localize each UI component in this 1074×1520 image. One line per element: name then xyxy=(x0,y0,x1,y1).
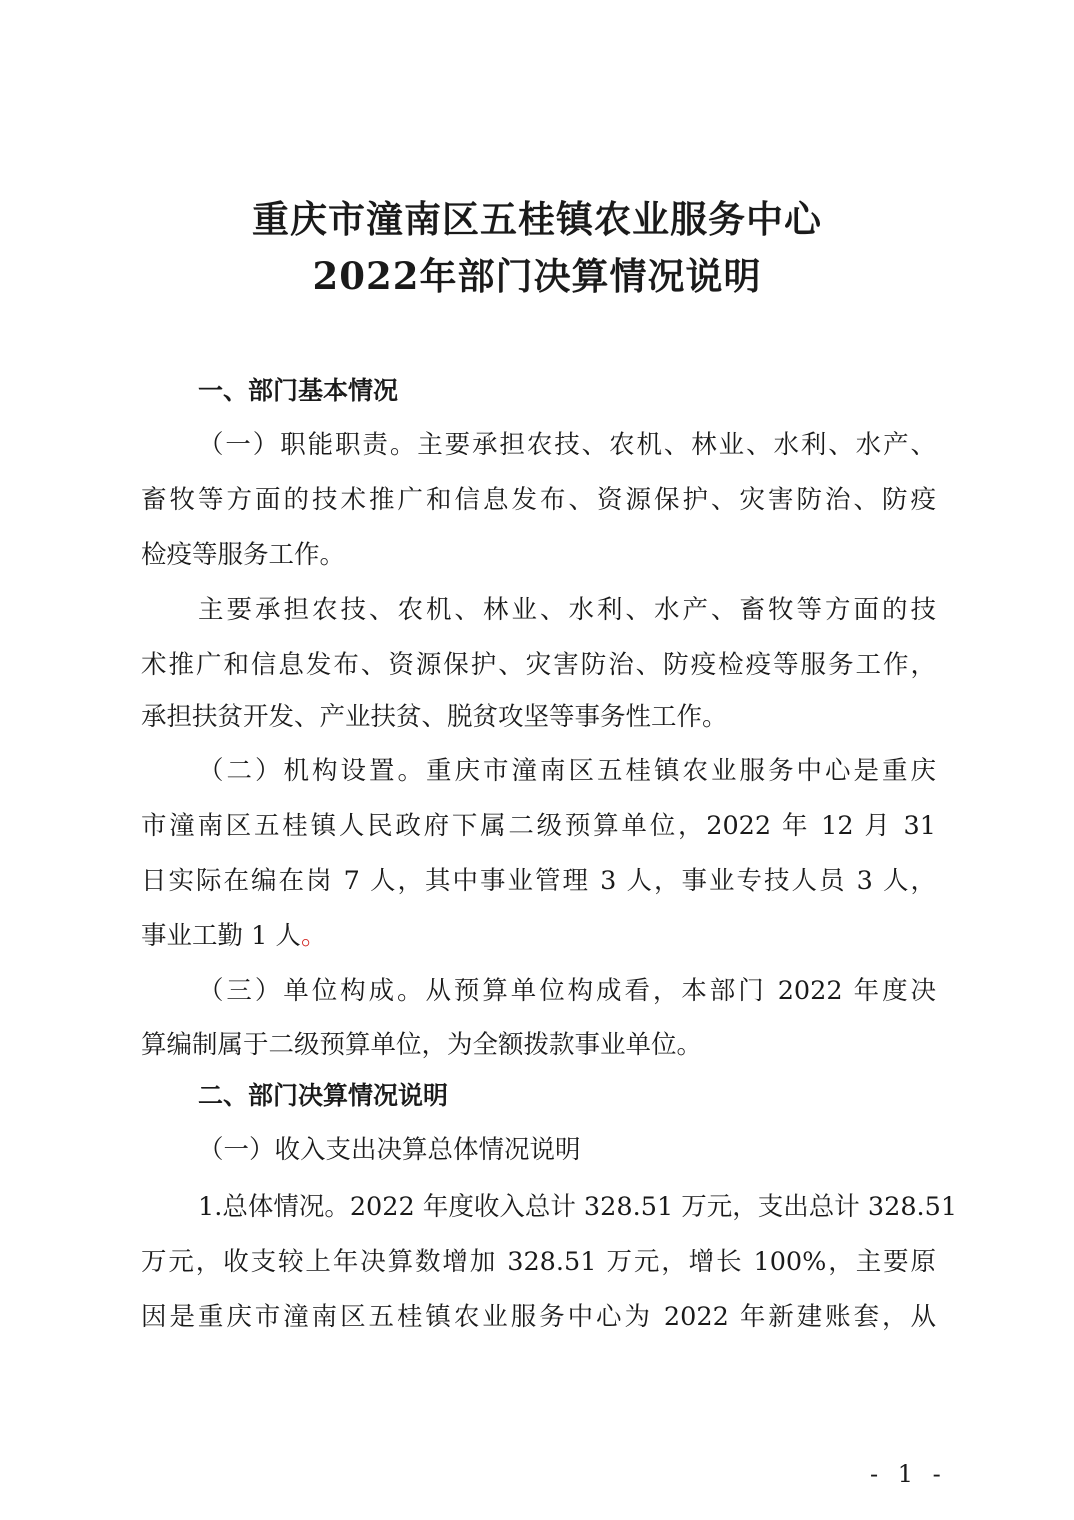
paragraph-text: 事业工勤 1 人 xyxy=(141,921,301,951)
paragraph-line: 算编制属于二级预算单位，为全额拨款事业单位。 xyxy=(141,1030,703,1060)
paragraph-line: 1.总体情况。2022 年度收入总计 328.51 万元，支出总计 328.51 xyxy=(198,1192,958,1222)
paragraph-line: 承担扶贫开发、产业扶贫、脱贫攻坚等事务性工作。 xyxy=(141,702,728,732)
paragraph-line xyxy=(141,921,936,951)
section-heading-basic-info: 一、部门基本情况 xyxy=(198,376,399,405)
subsection-heading: （一）收入支出决算总体情况说明 xyxy=(198,1135,581,1165)
paragraph-line: 日实际在编在岗 7 人，其中事业管理 3 人，事业专技人员 3 人， xyxy=(141,866,936,896)
paragraph-line: 畜牧等方面的技术推广和信息发布、资源保护、灾害防治、防疫 xyxy=(141,485,936,515)
paragraph-line: 主要承担农技、农机、林业、水利、水产、畜牧等方面的技 xyxy=(198,595,936,625)
document-title-line1: 重庆市潼南区五桂镇农业服务中心 xyxy=(252,197,822,241)
paragraph-line: 市潼南区五桂镇人民政府下属二级预算单位，2022 年 12 月 31 xyxy=(141,811,936,841)
section-heading-final-accounts: 二、部门决算情况说明 xyxy=(198,1081,449,1110)
paragraph-line: （一）职能职责。主要承担农技、农机、林业、水利、水产、 xyxy=(198,430,936,460)
document-title-line2: 2022年部门决算情况说明 xyxy=(312,254,762,298)
paragraph-line: 因是重庆市潼南区五桂镇农业服务中心为 2022 年新建账套，从 xyxy=(141,1302,936,1332)
paragraph-line: （二）机构设置。重庆市潼南区五桂镇农业服务中心是重庆 xyxy=(198,756,936,786)
paragraph-line: （三）单位构成。从预算单位构成看，本部门 2022 年度决 xyxy=(198,976,936,1006)
page-number: - 1 - xyxy=(870,1460,947,1488)
paragraph-line: 检疫等服务工作。 xyxy=(141,540,346,570)
red-period-mark: 。 xyxy=(300,921,327,951)
paragraph-line: 万元，收支较上年决算数增加 328.51 万元，增长 100%，主要原 xyxy=(141,1247,936,1277)
paragraph-line: 术推广和信息发布、资源保护、灾害防治、防疫检疫等服务工作， xyxy=(141,650,936,680)
